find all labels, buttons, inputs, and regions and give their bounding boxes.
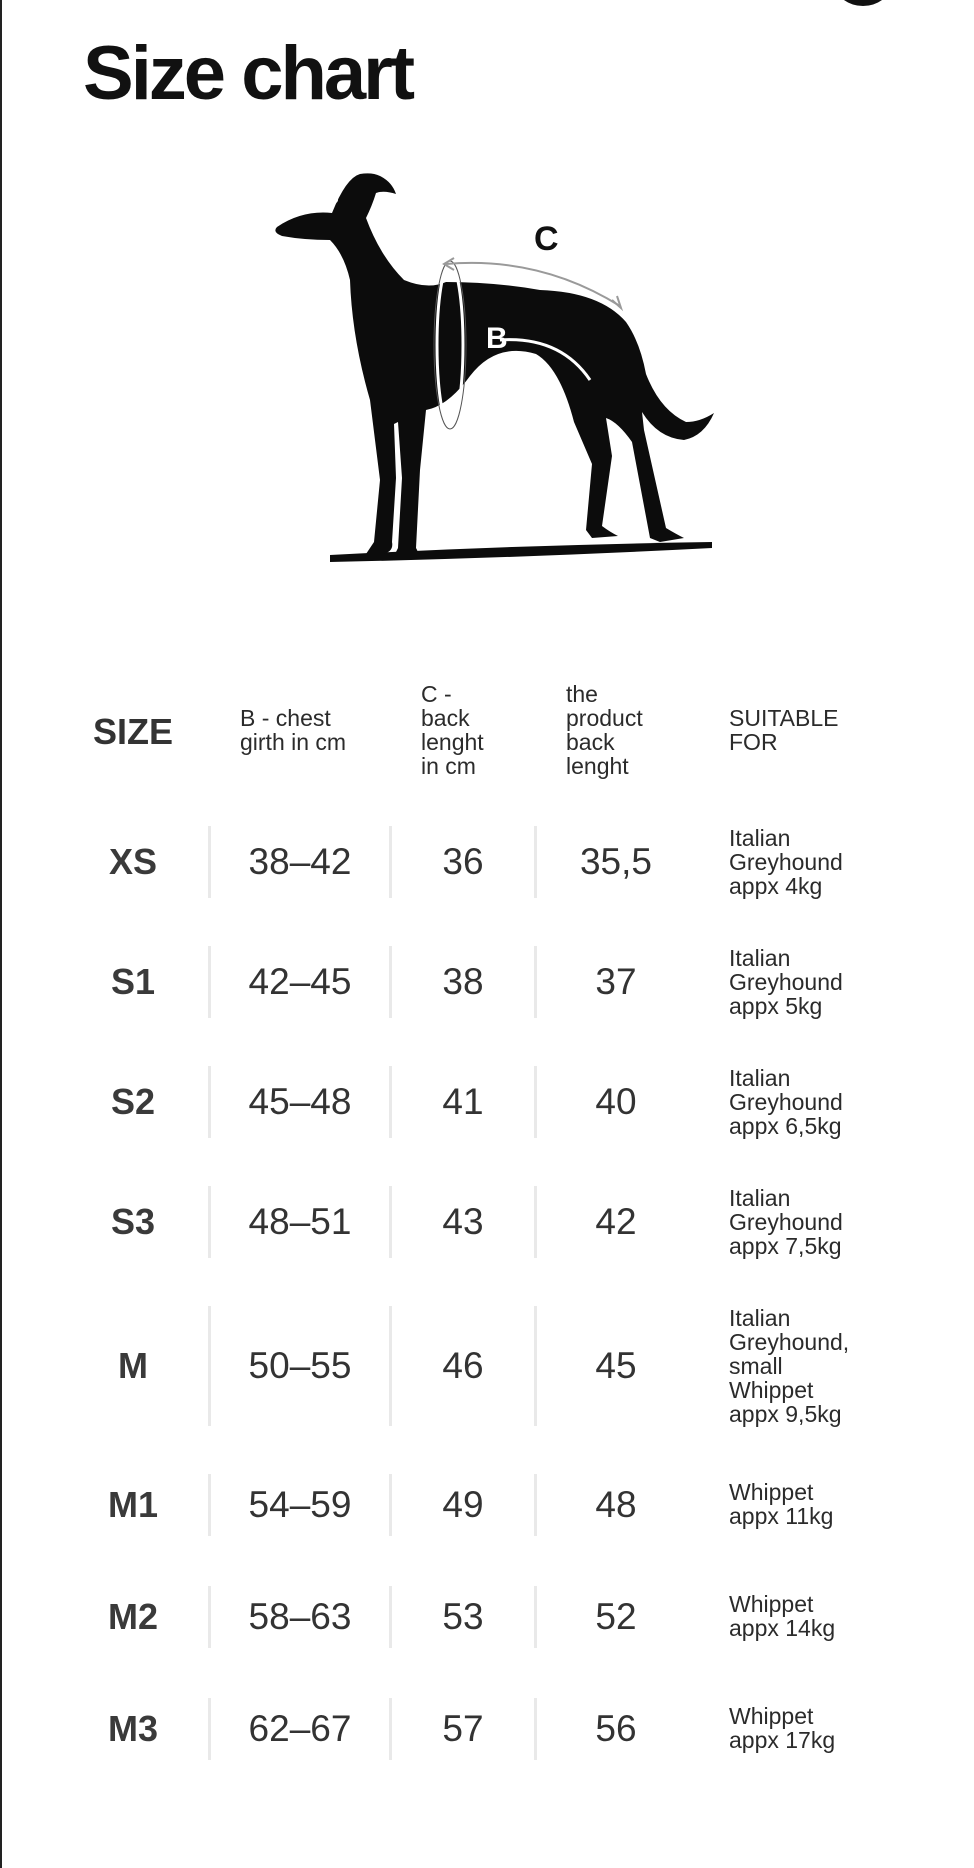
row-size: S2 [110,1081,156,1122]
column-divider [534,1474,537,1536]
column-divider [389,1698,392,1760]
row-suitable-for: Italian Greyhound appx 6,5kg [729,1065,843,1139]
table-row [0,1698,974,1760]
row-chest-girth: 50–55 [248,1345,352,1386]
row-back-length: 46 [442,1345,484,1386]
row-size: S3 [110,1201,156,1242]
column-divider [389,946,392,1018]
row-back-length: 43 [442,1201,484,1242]
table-row [0,1586,974,1648]
column-divider [208,1698,211,1760]
row-product-length: 42 [595,1201,637,1242]
header-suitable-for: SUITABLE FOR [729,705,839,755]
label-c: C [534,220,559,258]
row-suitable-for: Whippet appx 14kg [729,1591,836,1641]
column-divider [208,1586,211,1648]
row-back-length: 38 [442,961,484,1002]
row-chest-girth: 38–42 [248,841,352,882]
row-size: M2 [107,1596,158,1637]
column-divider [389,826,392,898]
label-b: B [486,322,508,355]
header-product-back-length: the product back lenght [566,681,643,779]
row-chest-girth: 48–51 [248,1201,352,1242]
row-chest-girth: 54–59 [248,1484,352,1525]
column-divider [389,1066,392,1138]
row-product-length: 52 [595,1596,637,1637]
row-back-length: 57 [442,1708,484,1749]
column-divider [208,826,211,898]
row-suitable-for: Italian Greyhound appx 5kg [729,945,843,1019]
row-chest-girth: 58–63 [248,1596,352,1637]
page-title: Size chart [83,31,413,116]
column-divider [208,946,211,1018]
greyhound-measurement-illustration [0,160,974,580]
column-divider [389,1186,392,1258]
column-divider [534,1586,537,1648]
row-product-length: 37 [595,961,637,1002]
table-row [0,946,974,1018]
row-product-length: 35,5 [579,841,652,882]
column-divider [208,1474,211,1536]
column-divider [534,826,537,898]
row-chest-girth: 45–48 [248,1081,352,1122]
row-size: M [118,1345,148,1386]
row-size: XS [108,841,158,882]
column-divider [389,1586,392,1648]
row-size: S1 [110,961,156,1002]
column-divider [534,1066,537,1138]
header-chest-girth: B - chest girth in cm [240,705,347,755]
header-back-length: C - back lenght in cm [421,681,484,779]
row-back-length: 49 [442,1484,484,1525]
row-product-length: 56 [595,1708,637,1749]
column-divider [534,1306,537,1426]
row-chest-girth: 42–45 [248,961,352,1002]
column-divider [534,1186,537,1258]
row-suitable-for: Italian Greyhound appx 7,5kg [729,1185,843,1259]
header-size: SIZE [92,711,173,752]
cart-icon[interactable] [830,0,896,6]
row-size: M3 [107,1708,158,1749]
table-row [0,1066,974,1138]
column-divider [208,1186,211,1258]
row-chest-girth: 62–67 [248,1708,352,1749]
column-divider [534,1698,537,1760]
row-suitable-for: Italian Greyhound appx 4kg [729,825,843,899]
column-divider [389,1474,392,1536]
column-divider [208,1066,211,1138]
row-back-length: 36 [442,841,484,882]
row-product-length: 40 [595,1081,637,1122]
table-row [0,826,974,898]
row-suitable-for: Italian Greyhound, small Whippet appx 9,5kg [729,1305,850,1427]
column-divider [534,946,537,1018]
table-row [0,1474,974,1536]
column-divider [208,1306,211,1426]
row-suitable-for: Whippet appx 11kg [729,1479,834,1529]
row-back-length: 41 [442,1081,484,1122]
row-size: M1 [107,1484,158,1525]
row-back-length: 53 [442,1596,484,1637]
row-product-length: 45 [595,1345,637,1386]
table-row [0,1306,974,1426]
table-row [0,1186,974,1258]
column-divider [389,1306,392,1426]
row-product-length: 48 [595,1484,637,1525]
row-suitable-for: Whippet appx 17kg [729,1703,836,1753]
